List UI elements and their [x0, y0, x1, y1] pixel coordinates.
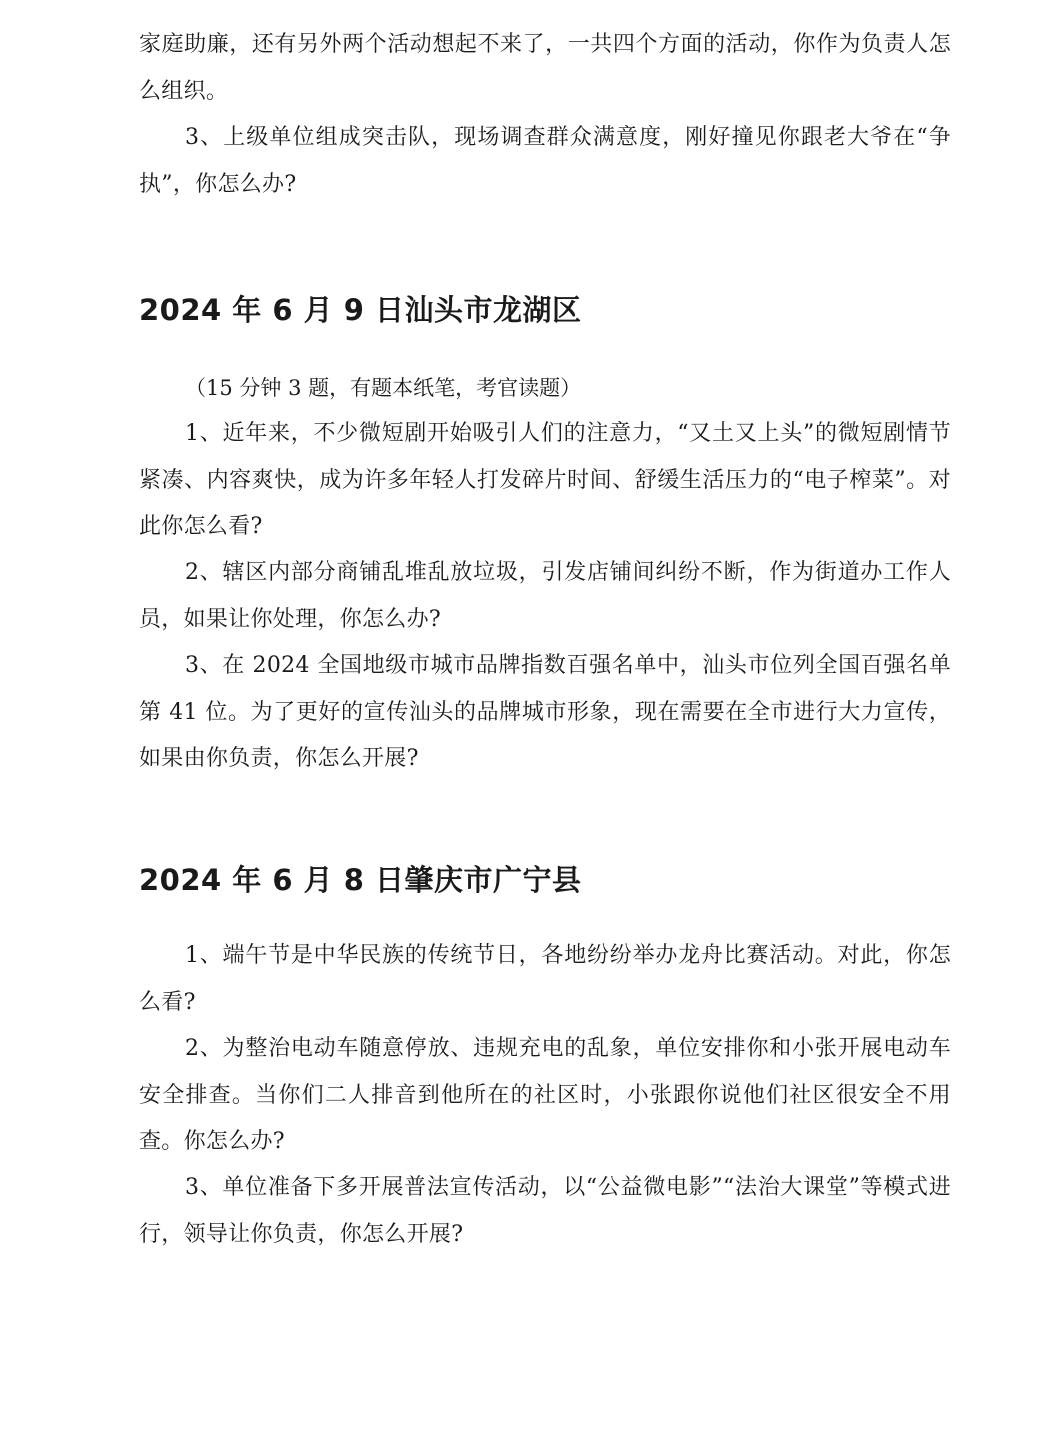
section-heading-shantou: 2024 年 6 月 9 日汕头市龙湖区 [139, 293, 582, 327]
question-item: 2、为整治电动车随意停放、违规充电的乱象，单位安排你和小张开展电动车安全排查。当你们二人排音到他所在的社区时，小张跟你说他们社区很安全不用查。你怎么办? [139, 1036, 951, 1154]
question-item: 3、单位准备下多开展普法宣传活动，以“公益微电影”“法治大课堂”等模式进行，领导让你负责，你怎么开展? [139, 1175, 951, 1247]
question-item: 2、辖区内部分商铺乱堆乱放垃圾，引发店铺间纠纷不断，作为街道办工作人员，如果让你处理，你怎么办? [139, 560, 951, 632]
section-note: （15 分钟 3 题，有题本纸笔，考官读题） [185, 376, 582, 400]
section-heading-zhaoqing: 2024 年 6 月 8 日肇庆市广宁县 [139, 863, 582, 897]
question-item: 3、在 2024 全国地级市城市品牌指数百强名单中，汕头市位列全国百强名单第 41 位。为了更好的宣传汕头的品牌城市形象，现在需要在全市进行大力宣传，如果由你负责，你怎么开展? [139, 653, 951, 771]
paragraph-question-3: 3、上级单位组成突击队，现场调查群众满意度，刚好撞见你跟老大爷在“争执”，你怎么办? [139, 125, 951, 197]
question-item: 1、端午节是中华民族的传统节日，各地纷纷举办龙舟比赛活动。对此，你怎么看? [139, 943, 951, 1015]
question-item: 1、近年来，不少微短剧开始吸引人们的注意力，“又土又上头”的微短剧情节紧凑、内容爽快，成为许多年轻人打发碎片时间、舒缓生活压力的“电子榨菜”。对此你怎么看? [139, 421, 951, 539]
paragraph-continuation: 家庭助廉，还有另外两个活动想起不来了，一共四个方面的活动，你作为负责人怎么组织。 [139, 32, 951, 104]
